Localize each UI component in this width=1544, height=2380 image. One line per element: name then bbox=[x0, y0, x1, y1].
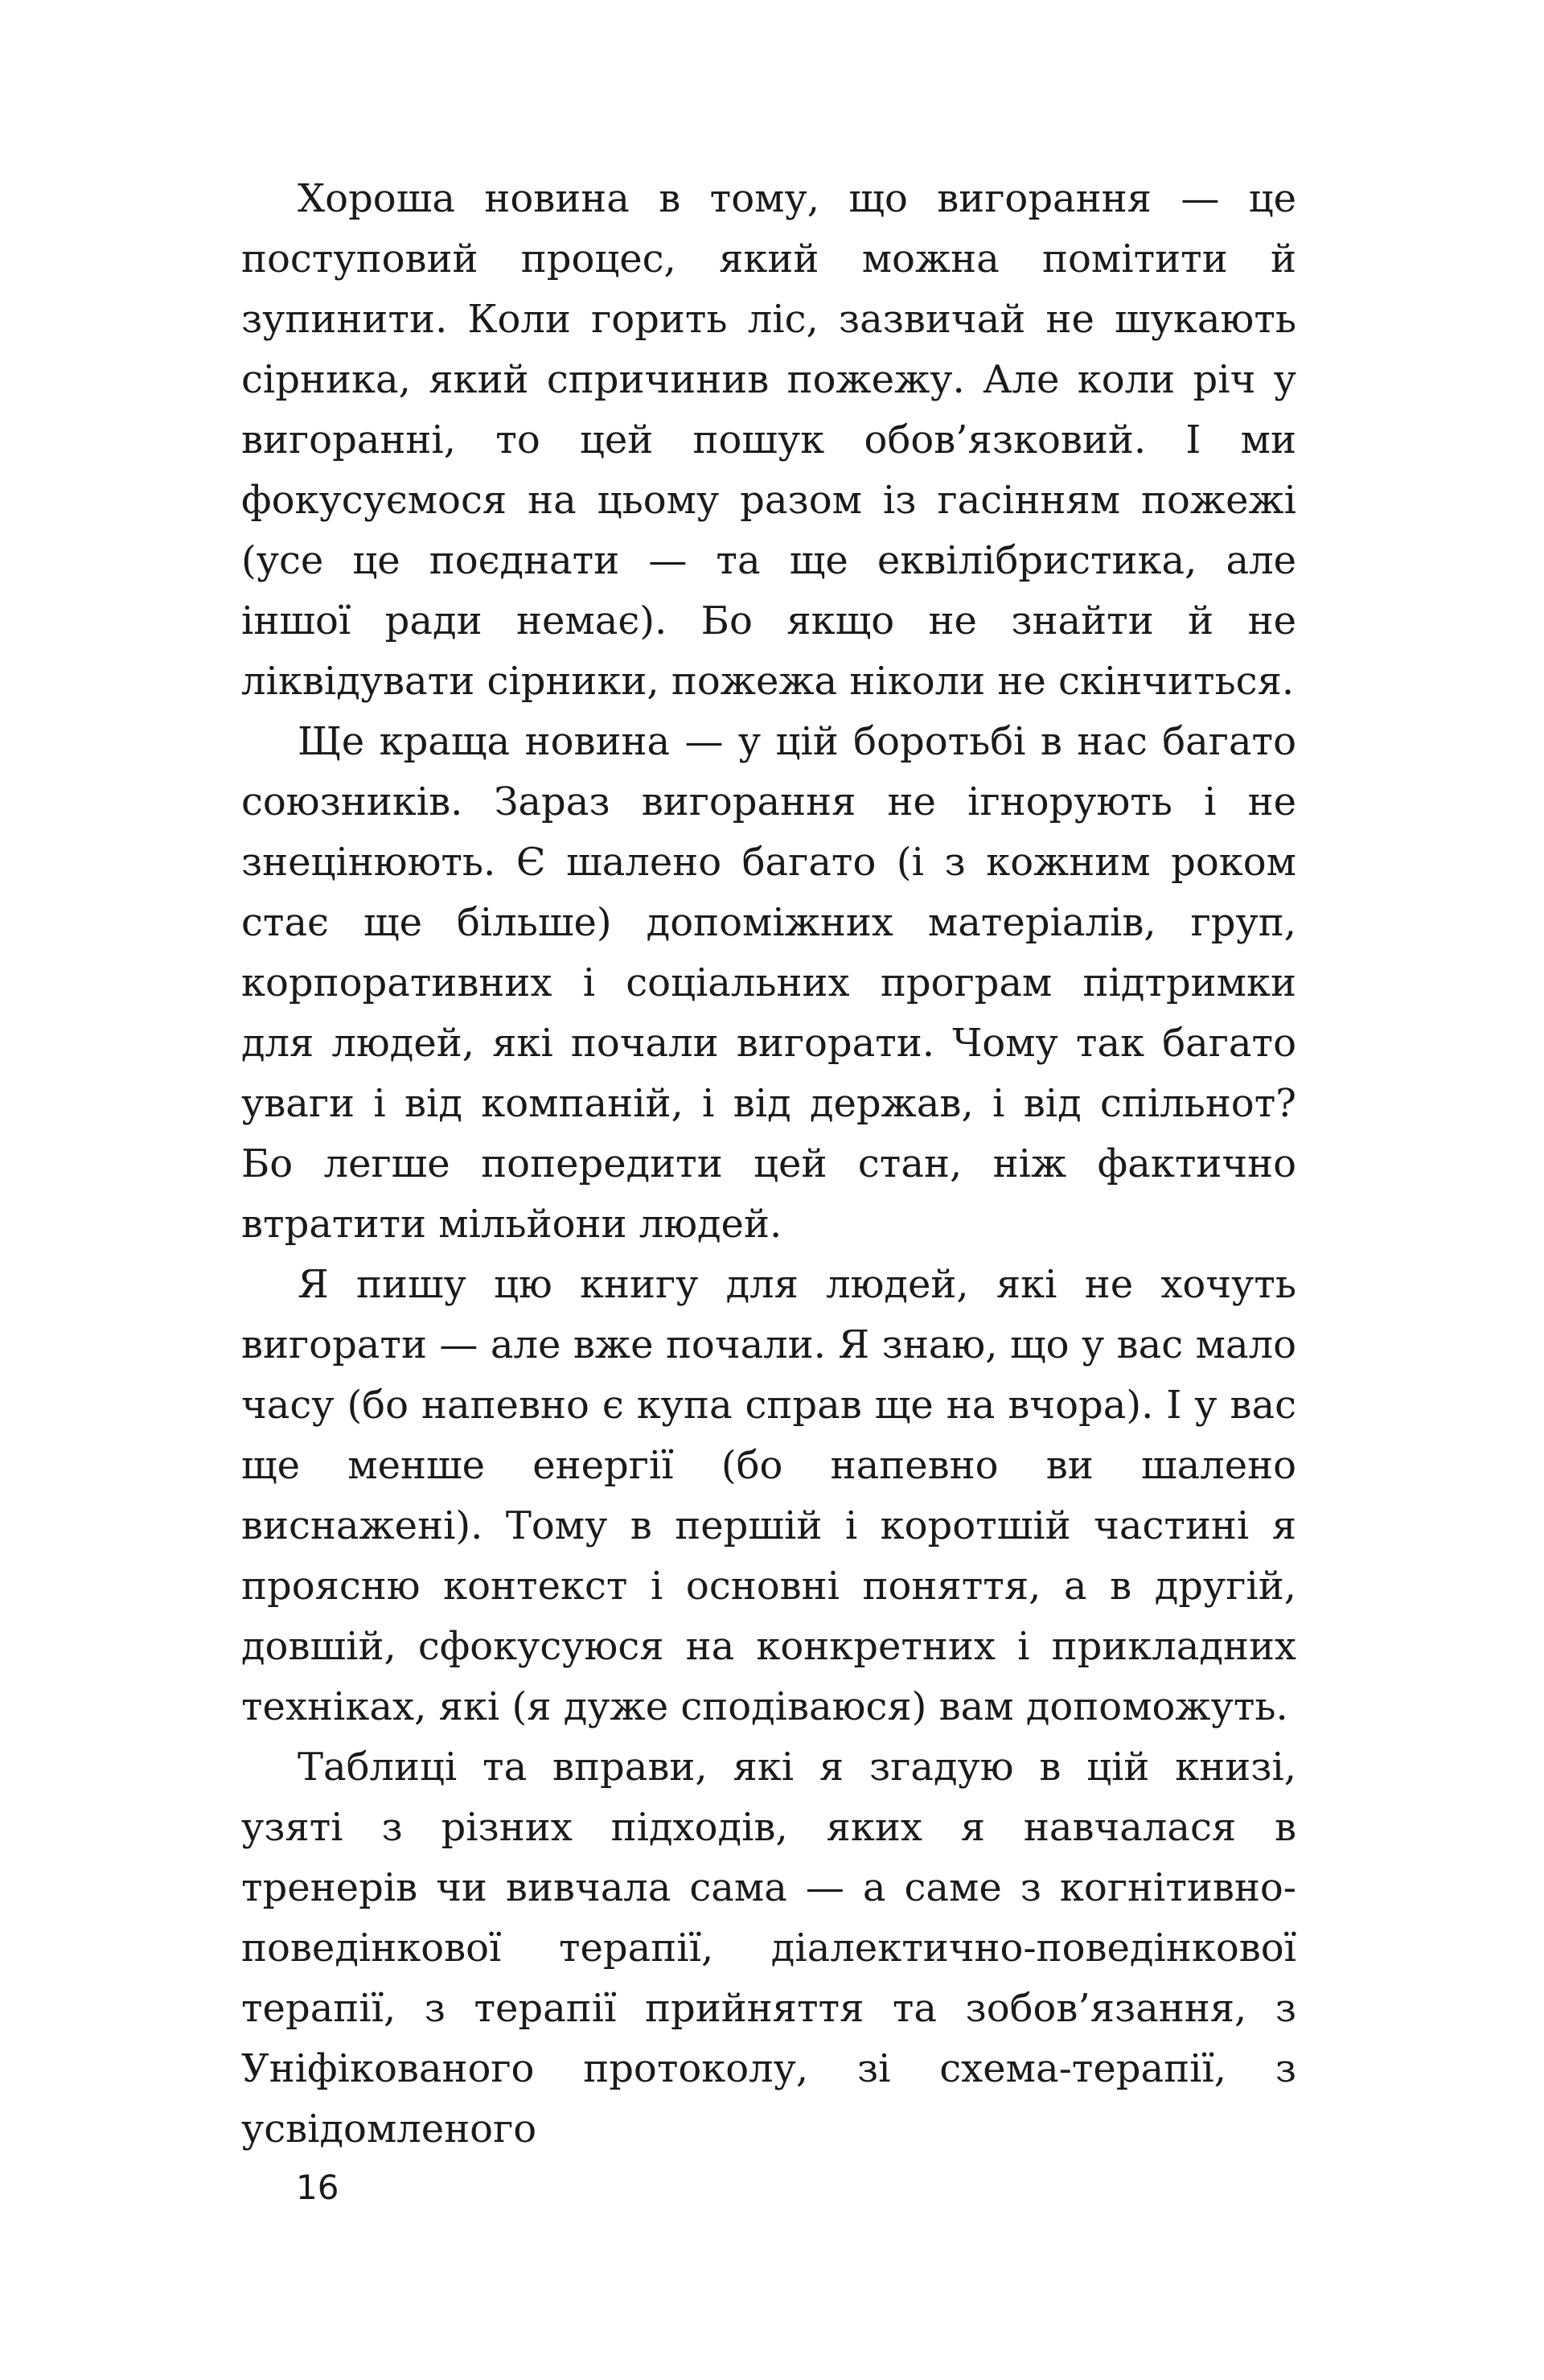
page-number: 16 bbox=[296, 2168, 339, 2207]
paragraph-3: Я пишу цю книгу для людей, які не хочуть вигорати — але вже почали. Я знаю, що у вас мало часу (бо напевно є купа справ ще на вчора). І у вас ще менше енергії (бо напевно ви шалено виснажені). Тому в першій і коротшій частині я проясню контекст і основні поняття, а в другій, довшій, сфокусуюся на конкретних і прикладних техніках, які (я дуже сподіваюся) вам допоможуть. bbox=[241, 1262, 1296, 1729]
paragraph-4: Таблиці та вправи, які я згадую в цій книзі, узяті з різних підходів, яких я навчалася в тренерів чи вивчала сама — а саме з когнітивно-поведінкової терапії, діалектично-поведінкової терапії, з терапії прийняття та зобов’язання, з Уніфікованого протоколу, зі схема-терапії, з усвідомленого bbox=[241, 1745, 1296, 2152]
paragraph-2: Ще краща новина — у цій боротьбі в нас багато союзників. Зараз вигорання не ігнорують і не знецінюють. Є шалено багато (і з кожним роком стає ще більше) допоміжних матеріалів, груп, корпоративних і соціальних програм підтримки для людей, які почали вигорати. Чому так багато уваги і від компаній, і від держав, і від спільнот? Бо легше попередити цей стан, ніж фактично втратити мільйони людей. bbox=[241, 719, 1296, 1247]
paragraph-1: Хороша новина в тому, що вигорання — це поступовий процес, який можна помітити й зупинити. Коли горить ліс, зазвичай не шукають сірника, який спричинив пожежу. Але коли річ у вигоранні, то цей пошук обов’язковий. І ми фокусуємося на цьому разом із гасінням пожежі (усе це поєднати — та ще еквілібристика, але іншої ради немає). Бо якщо не знайти й не ліквідувати сірники, пожежа ніколи не скінчиться. bbox=[241, 176, 1296, 704]
body-text bbox=[241, 169, 1296, 2160]
